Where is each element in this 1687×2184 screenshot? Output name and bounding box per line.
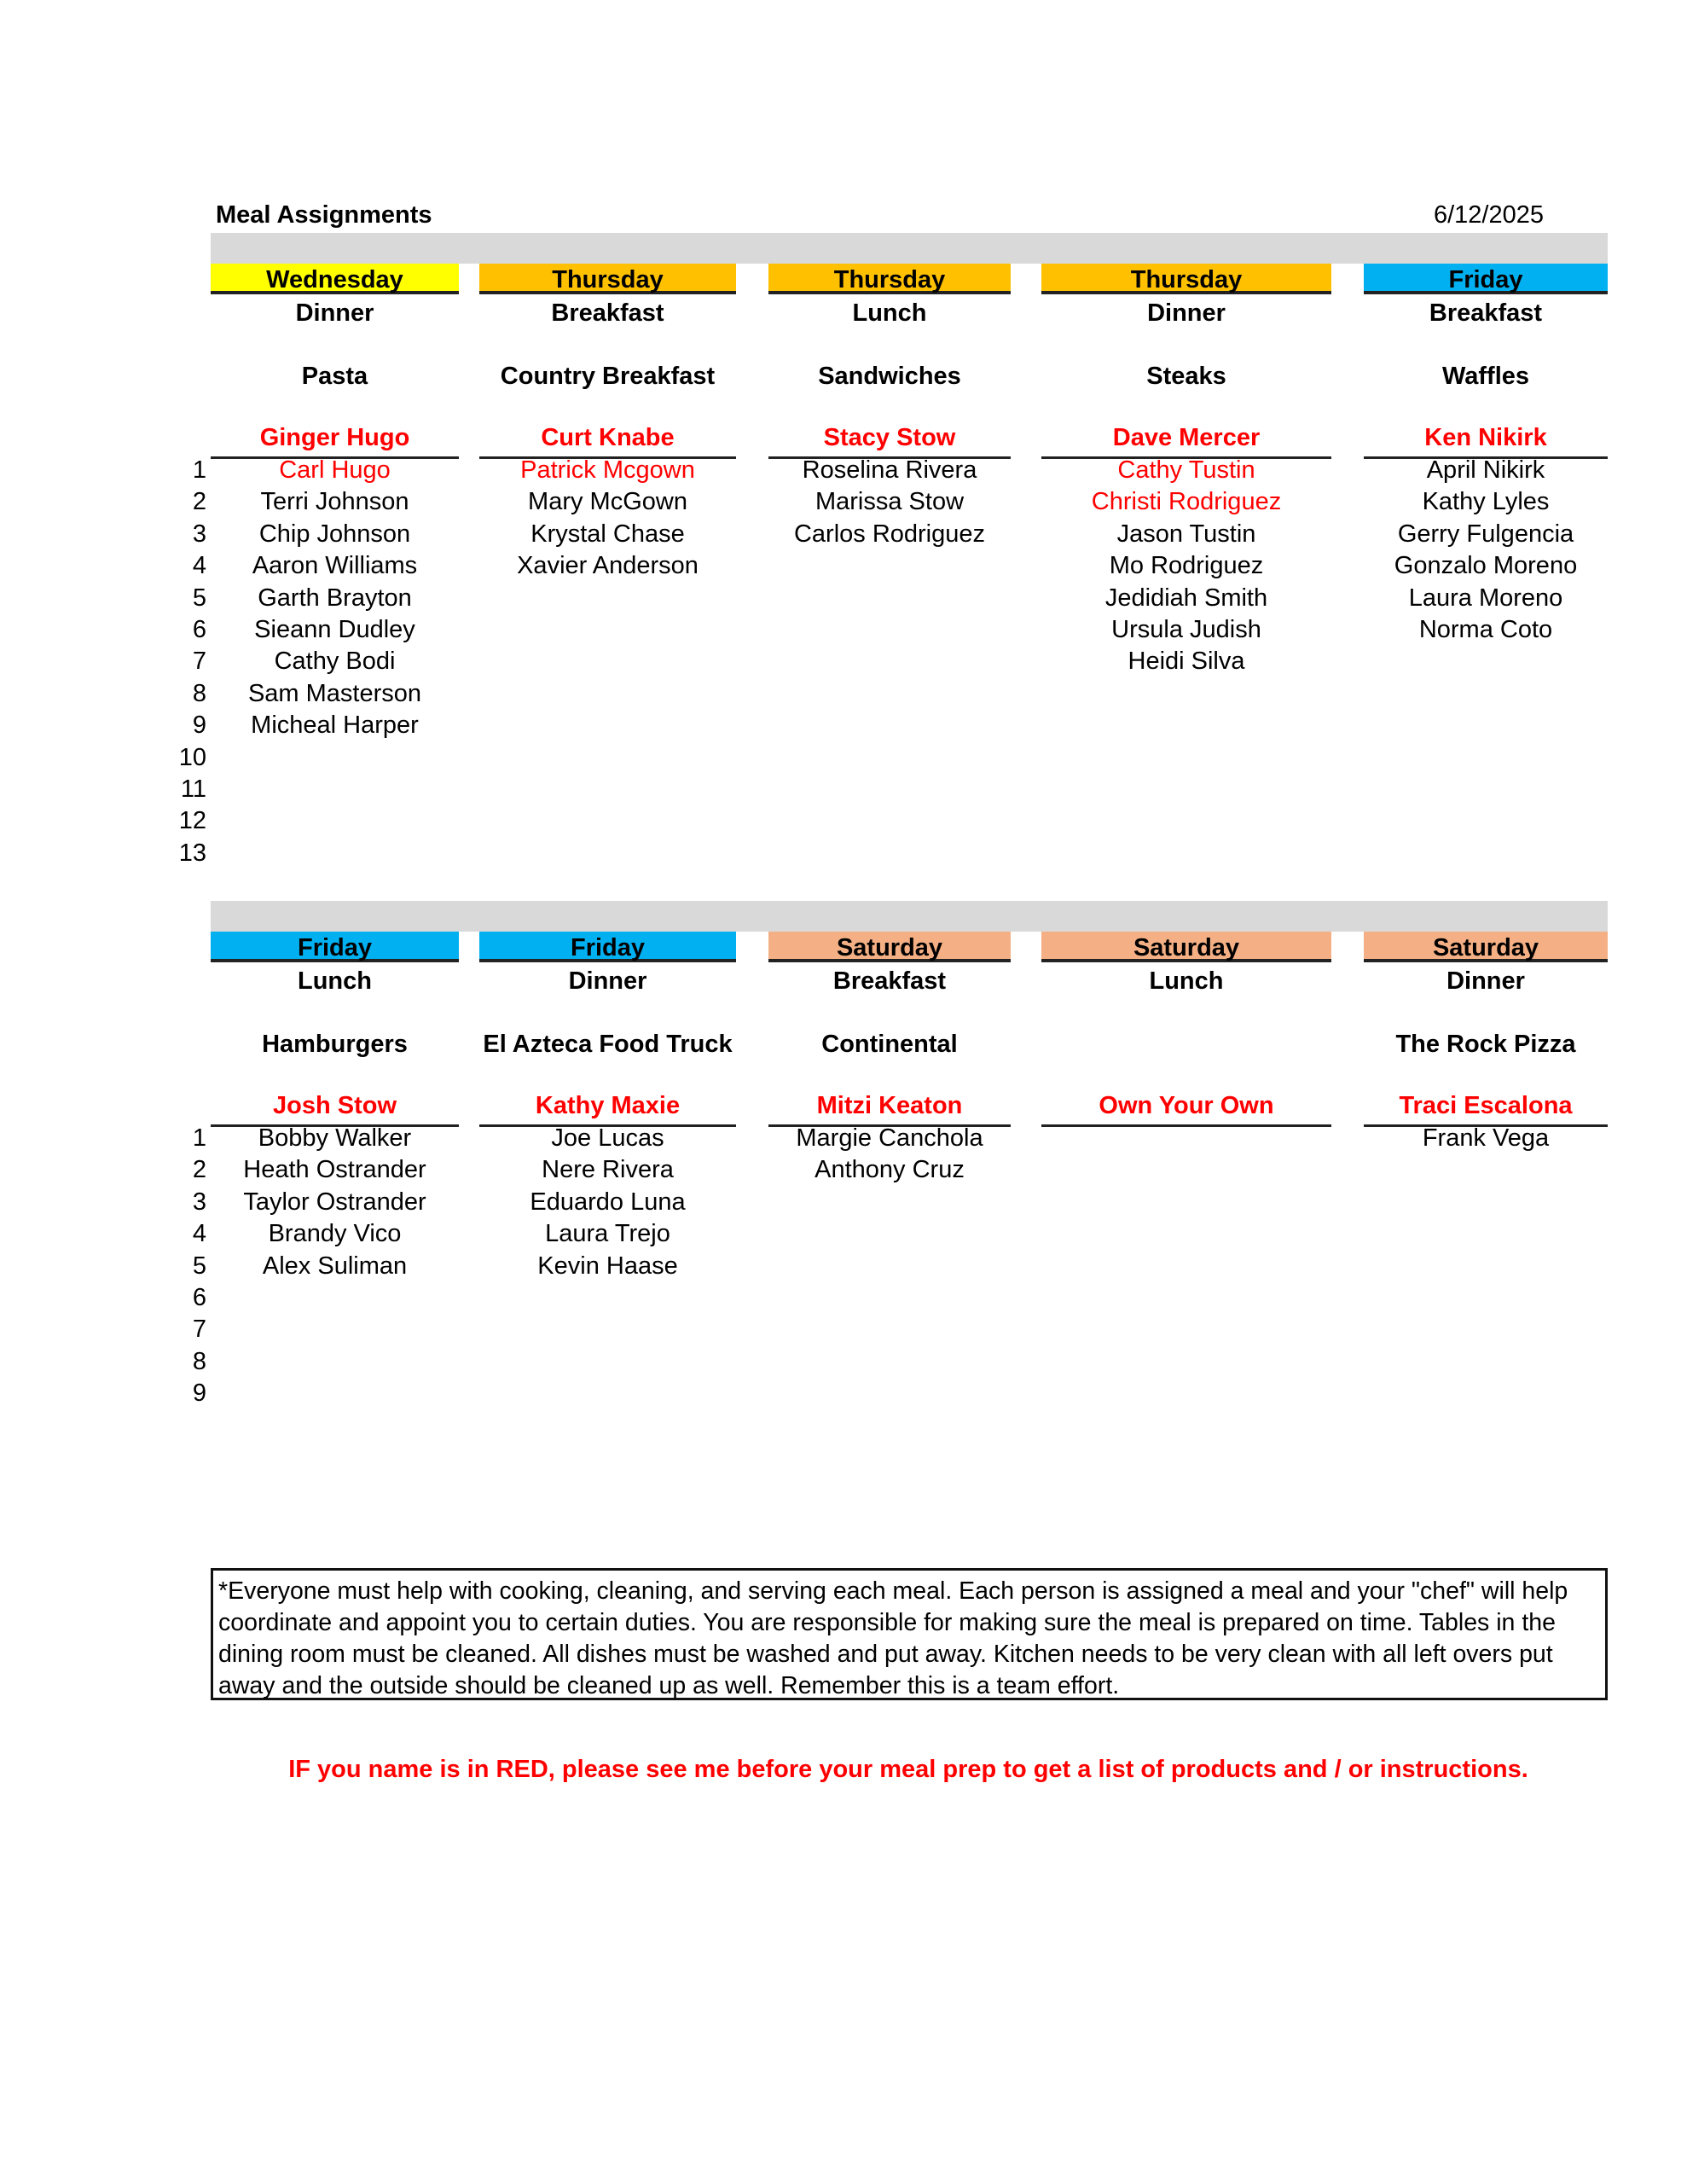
chef-name: Own Your Own (1041, 1092, 1331, 1127)
assignee-name: Christi Rodriguez (1091, 488, 1282, 516)
assignee-name: Chip Johnson (258, 520, 411, 548)
date: 6/12/2025 (1433, 201, 1544, 229)
row-number: 3 (192, 520, 206, 548)
meal-menu: Hamburgers (262, 1031, 408, 1058)
row-number: 7 (192, 648, 206, 676)
row-number: 5 (192, 584, 206, 612)
assignee-name: Alex Suliman (262, 1252, 408, 1280)
day-header: Saturday (1364, 932, 1608, 962)
chef-name: Kathy Maxie (479, 1092, 736, 1127)
row-number: 3 (192, 1188, 206, 1216)
assignee-name: Patrick Mcgown (520, 456, 695, 484)
assignee-name: Aaron Williams (252, 552, 418, 580)
row-number: 12 (178, 807, 206, 835)
assignee-name: Carl Hugo (279, 456, 391, 484)
row-number: 2 (192, 488, 206, 516)
meal-type: Dinner (295, 299, 374, 327)
day-header: Friday (1364, 264, 1608, 294)
assignee-name: Joe Lucas (551, 1124, 664, 1152)
assignee-name: Cathy Bodi (274, 648, 396, 676)
meal-type: Breakfast (551, 299, 664, 327)
meal-column (211, 932, 459, 1280)
row-number: 8 (192, 1347, 206, 1375)
meal-type: Lunch (298, 967, 372, 995)
row-number: 6 (192, 616, 206, 643)
day-header: Friday (211, 932, 459, 962)
row-number: 10 (178, 743, 206, 771)
assignee-name: Krystal Chase (530, 520, 685, 548)
chef-name: Curt Knabe (479, 424, 736, 459)
meal-type: Dinner (1446, 967, 1525, 995)
meal-type: Dinner (568, 967, 647, 995)
meal-menu: The Rock Pizza (1395, 1031, 1576, 1058)
assignee-name: Brandy Vico (268, 1220, 402, 1248)
assignee-name: Heidi Silva (1128, 648, 1245, 676)
gray-band (211, 233, 1608, 264)
row-number: 1 (192, 456, 206, 484)
meal-column (211, 264, 459, 740)
assignee-name: Roselina Rivera (802, 456, 977, 484)
assignee-name: Kevin Haase (537, 1252, 678, 1280)
assignee-name: Heath Ostrander (243, 1156, 426, 1184)
assignee-name: Anthony Cruz (815, 1156, 965, 1184)
meal-column (479, 932, 736, 1280)
assignee-name: Sieann Dudley (254, 616, 415, 643)
assignee-name: Eduardo Luna (530, 1188, 686, 1216)
assignee-name: April Nikirk (1426, 456, 1545, 484)
instructions-note: *Everyone must help with cooking, cleaning, and serving each meal. Each person is assigned a meal and your "chef" will help coordinate and appoint you to certain duties. You are responsible for making sure the meal is prepared on time. Tables in the dining room must be cleaned. All dishes must be washed and put away. Kitchen needs to be very clean with all left overs put away and the outside should be cleaned up as well. Remember this is a team effort. (211, 1568, 1608, 1700)
row-number: 2 (192, 1156, 206, 1184)
assignee-name: Gonzalo Moreno (1394, 552, 1578, 580)
meal-column (768, 264, 1011, 548)
chef-name: Josh Stow (211, 1092, 459, 1127)
gray-band (211, 901, 1608, 932)
row-number: 7 (192, 1316, 206, 1344)
assignee-name: Laura Moreno (1408, 584, 1563, 612)
day-header: Thursday (479, 264, 736, 294)
row-number: 9 (192, 1380, 206, 1408)
assignee-name: Sam Masterson (247, 679, 422, 707)
meal-type: Lunch (1149, 967, 1224, 995)
meal-column (1364, 932, 1608, 1152)
day-header: Thursday (768, 264, 1011, 294)
row-number: 11 (180, 775, 206, 803)
row-number: 8 (192, 679, 206, 707)
assignee-name: Norma Coto (1418, 616, 1553, 643)
page-title: Meal Assignments (216, 201, 432, 229)
chef-name: Dave Mercer (1041, 424, 1331, 459)
chef-name: Mitzi Keaton (768, 1092, 1011, 1127)
meal-menu: Continental (821, 1031, 958, 1058)
chef-name: Ginger Hugo (211, 424, 459, 459)
assignee-name: Cathy Tustin (1117, 456, 1255, 484)
meal-column (768, 932, 1011, 1184)
assignee-name: Mo Rodriguez (1109, 552, 1264, 580)
meal-type: Breakfast (832, 967, 947, 995)
meal-menu: Steaks (1146, 363, 1226, 390)
assignee-name: Micheal Harper (251, 712, 419, 740)
meal-column (1041, 932, 1331, 1119)
meal-menu: El Azteca Food Truck (483, 1031, 733, 1058)
assignee-name: Xavier Anderson (517, 552, 699, 580)
assignee-name: Kathy Lyles (1422, 488, 1550, 516)
row-number: 5 (192, 1252, 206, 1280)
meal-menu: Waffles (1441, 363, 1530, 390)
assignee-name: Marissa Stow (815, 488, 965, 516)
chef-name: Stacy Stow (768, 424, 1011, 459)
day-header: Saturday (1041, 932, 1331, 962)
assignee-name: Laura Trejo (545, 1220, 670, 1248)
chef-name: Traci Escalona (1364, 1092, 1608, 1127)
assignee-name: Carlos Rodriguez (793, 520, 986, 548)
row-number: 9 (192, 712, 206, 740)
assignee-name: Mary McGown (528, 488, 687, 516)
day-header: Thursday (1041, 264, 1331, 294)
red-name-reminder: IF you name is in RED, please see me before your meal prep to get a list of products and / or instructions. (288, 1756, 1528, 1783)
row-number: 1 (192, 1124, 206, 1152)
day-header: Friday (479, 932, 736, 962)
meal-menu: Country Breakfast (500, 363, 716, 390)
meal-type: Lunch (852, 299, 927, 327)
meal-type: Breakfast (1429, 299, 1543, 327)
day-header: Wednesday (211, 264, 459, 294)
meal-menu: Pasta (301, 363, 368, 390)
row-number: 13 (178, 839, 206, 867)
assignee-name: Gerry Fulgencia (1397, 520, 1574, 548)
meal-type: Dinner (1147, 299, 1226, 327)
meal-column (479, 264, 736, 580)
assignee-name: Jedidiah Smith (1104, 584, 1268, 612)
assignee-name: Margie Canchola (796, 1124, 983, 1152)
assignee-name: Bobby Walker (258, 1124, 412, 1152)
row-number: 4 (192, 1220, 206, 1248)
meal-menu: Sandwiches (818, 363, 961, 390)
assignee-name: Terri Johnson (260, 488, 409, 516)
assignee-name: Frank Vega (1422, 1124, 1550, 1152)
row-number: 6 (192, 1284, 206, 1311)
chef-name: Ken Nikirk (1364, 424, 1608, 459)
assignee-name: Jason Tustin (1116, 520, 1256, 548)
meal-column (1041, 264, 1331, 676)
assignee-name: Taylor Ostrander (243, 1188, 426, 1216)
assignee-name: Nere Rivera (542, 1156, 674, 1184)
assignee-name: Garth Brayton (258, 584, 412, 612)
assignee-name: Ursula Judish (1111, 616, 1261, 643)
row-number: 4 (192, 552, 206, 580)
day-header: Saturday (768, 932, 1011, 962)
meal-column (1364, 264, 1608, 643)
